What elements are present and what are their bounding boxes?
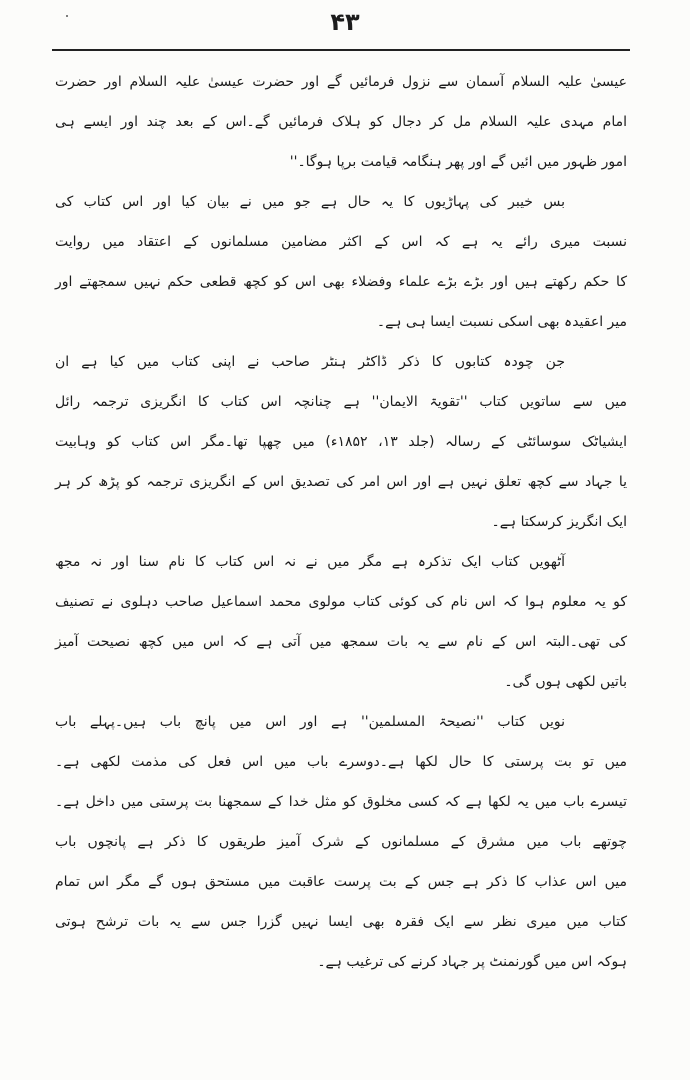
text-line: میر اعقیدہ بھی اسکی نسبت ایسا ہی ہے۔ bbox=[376, 314, 627, 330]
text-line: باتیں لکھی ہوں گی۔ bbox=[504, 674, 627, 690]
text-line: نسبت میری رائے یہ ہے کہ اس کے اکثر مضامین مسلمانوں کے اعتقاد میں روایت bbox=[55, 234, 627, 250]
text-line: آٹھویں کتاب ایک تذکرہ ہے مگر میں نے نہ اس کتاب کا نام سنا اور نہ مجھ bbox=[55, 554, 565, 570]
text-line: میں اس عذاب کا ذکر ہے جس کے بت پرست عاقبت میں مستحق ہوں گے مگر اس تمام bbox=[55, 874, 627, 890]
text-line: امور ظہور میں ائیں گے اور پھر ہنگامہ قیامت برپا ہوگا۔'' bbox=[289, 154, 627, 170]
text-line: بس خیبر کی پہاڑیوں کا یہ حال ہے جو میں نے بیان کیا اور اس کتاب کی bbox=[55, 194, 565, 210]
text-line: تیسرے باب میں یہ لکھا ہے کہ کسی مخلوق کو مثل خدا کے سمجھنا بت پرستی میں داخل ہے۔ bbox=[55, 794, 627, 810]
text-line: کی تھی۔البتہ اس کے نام سے یہ بات سمجھ میں آتی ہے کہ اس میں کچھ نصیحت آمیز bbox=[55, 634, 627, 650]
text-line: میں سے ساتویں کتاب ''تقویۃ الایمان'' ہے چنانچہ اس کتاب کا انگریزی ترجمہ رائل bbox=[55, 394, 627, 410]
text-line: یا جہاد سے کچھ تعلق نہیں ہے اور اس امر کی تصدیق اس کے انگریزی ترجمہ کو پڑھ کر ہر bbox=[55, 474, 627, 490]
text-line: کا حکم رکھتے ہیں اور بڑے بڑے علماء وفضلاء بھی اس کو کچھ قطعی حکم نہیں سمجھتے اور bbox=[55, 274, 627, 290]
text-line: ایک انگریز کرسکتا ہے۔ bbox=[491, 514, 627, 530]
text-line: کتاب میں میری نظر سے ایک فقرہ بھی ایسا نہیں گزرا جس سے یہ بات ترشح ہوتی bbox=[55, 914, 627, 930]
text-line: نویں کتاب ''نصیحۃ المسلمین'' ہے اور اس میں پانچ باب ہیں۔پہلے باب bbox=[55, 714, 565, 730]
text-line: ہوکہ اس میں گورنمنٹ پر جہاد کرنے کی ترغیب ہے۔ bbox=[317, 954, 627, 970]
page-body-text bbox=[55, 62, 627, 982]
text-line: جن چودہ کتابوں کا ذکر ڈاکٹر ہنٹر صاحب نے اپنی کتاب میں کیا ہے ان bbox=[55, 354, 565, 370]
text-line: چوتھے باب میں مشرق کے مسلمانوں کے شرک آمیز طریقوں کا ذکر ہے پانچوں باب bbox=[55, 834, 627, 850]
header-rule bbox=[52, 49, 630, 51]
text-line: ایشیاٹک سوسائٹی کے رسالہ (جلد ۱۳، ۱۸۵۲ء) میں چھپا تھا۔مگر اس کتاب کو وہابیت bbox=[55, 434, 628, 450]
text-line: عیسیٰ علیہ السلام آسمان سے نزول فرمائیں گے اور حضرت عیسیٰ علیہ السلام اور حضرت bbox=[55, 74, 627, 90]
text-line: میں تو بت پرستی کا حال لکھا ہے۔دوسرے باب میں اس فعل کی مذمت لکھی ہے۔ bbox=[55, 754, 627, 770]
text-line: امام مہدی علیہ السلام مل کر دجال کو ہلاک فرمائیں گے۔اس کے بعد چند اور ایسے ہی bbox=[55, 114, 627, 130]
text-line: کو یہ معلوم ہوا کہ اس نام کی کوئی کتاب مولوی محمد اسماعیل صاحب دہلوی نے تصنیف bbox=[55, 594, 627, 610]
page-number: ۴۳ bbox=[330, 8, 360, 36]
